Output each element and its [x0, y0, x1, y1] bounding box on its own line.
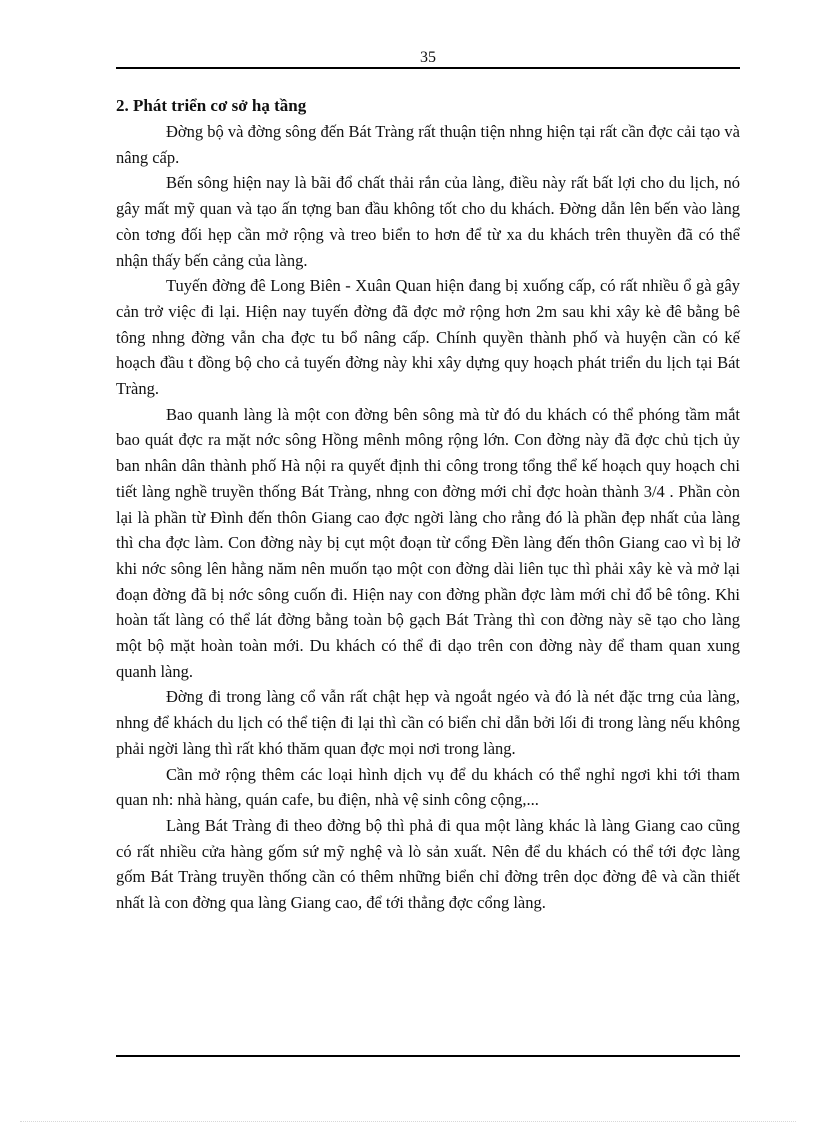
page-bottom-dotted-edge [20, 1121, 796, 1122]
page-content [116, 93, 740, 916]
footer-rule [116, 1055, 740, 1057]
paragraph-river-wharf: Bến sông hiện nay là bãi đổ chất thải rắn của làng, điều này rất bất lợi cho du lịch, nó gây mất mỹ quan và tạo ấn tợng ban đầu không tốt cho du khách. Đờng dẫn lên bến vào làng còn tơng đối hẹp cần mở rộng và treo biển to hơn để từ xa du khách trên thuyền đã có thể nhận thấy bến cảng của làng. [116, 173, 740, 270]
paragraph-village-lanes: Đờng đi trong làng cổ vẫn rất chật hẹp và ngoắt ngéo và đó là nét đặc trng của làng, nhng để khách du lịch có thể tiện đi lại thì cần có biển chỉ dẫn bởi lối đi trong làng nếu không phải ngời làng thì rất khó thăm quan đợc mọi nơi trong làng. [116, 687, 740, 758]
paragraph-giang-cao-route: Làng Bát Tràng đi theo đờng bộ thì phả đi qua một làng khác là làng Giang cao cũng có rất nhiều cửa hàng gốm sứ mỹ nghệ và lò sản xuất. Nên để du khách có thể tới đợc làng gốm Bát Tràng truyền thống cần có thêm những biển chỉ đờng trên dọc đờng đê và cần thiết nhất là con đờng qua làng Giang cao, để tới thẳng đợc cổng làng. [116, 815, 740, 913]
paragraph-services: Cần mở rộng thêm các loại hình dịch vụ để du khách có thể nghỉ ngơi khi tới tham quan nh: nhà hàng, quán cafe, bu điện, nhà vệ sinh công cộng,... [116, 764, 740, 810]
paragraph-dyke-road: Tuyến đờng đê Long Biên - Xuân Quan hiện đang bị xuống cấp, có rất nhiều ổ gà gây cản trở việc đi lại. Hiện nay tuyến đờng đã đợc mở rộng hơn 2m sau khi xây kè đê bằng bê tông nhng đờng vẫn cha đợc tu bổ nâng cấp. Chính quyền thành phố và huyện cần có kế hoạch đầu t đồng bộ cho cả tuyến đờng này khi xây dựng quy hoạch phát triển du lịch tại Bát Tràng. [116, 276, 740, 399]
header-rule [116, 67, 740, 69]
paragraph-riverside-road: Bao quanh làng là một con đờng bên sông mà từ đó du khách có thể phóng tầm mắt bao quát đợc ra mặt nớc sông Hồng mênh mông rộng lớn. Con đờng này đã đợc chủ tịch ủy ban nhân dân thành phố Hà nội ra quyết định thi công trong tổng thể kế hoạch quy hoạch chi tiết làng nghề truyền thống Bát Tràng, nhng con đờng mới chỉ đợc hoàn thành 3/4 . Phần còn lại là phần từ Đình đến thôn Giang cao đợc ngời làng cho rằng đó là phần đẹp nhất của làng thì cha đợc làm. Con đờng này bị cụt một đoạn từ cổng Đền làng đến thôn Giang cao vì bị lở khi nớc sông lên hằng năm nên muốn tạo một con đờng dài liên tục thì phải xây kè và mở lại đoạn đờng đã bị nớc sông cuốn đi. Hiện nay con đờng phần đợc làm mới chỉ đổ bê tông. Khi hoàn tất làng có thể lát đờng bằng toàn bộ gạch Bát Tràng thì con đờng này sẽ tạo cho làng một bộ mặt hoàn toàn mới. Du khách có thể đi dạo trên con đờng này để tham quan xung quanh làng. [116, 404, 740, 681]
section-heading: 2. Phát triển cơ sở hạ tầng [116, 96, 307, 115]
paragraph-waterway-road: Đờng bộ và đờng sông đến Bát Tràng rất thuận tiện nhng hiện tại rất cần đợc cải tạo và nâng cấp. [116, 122, 740, 167]
page-number: 35 [420, 49, 436, 66]
